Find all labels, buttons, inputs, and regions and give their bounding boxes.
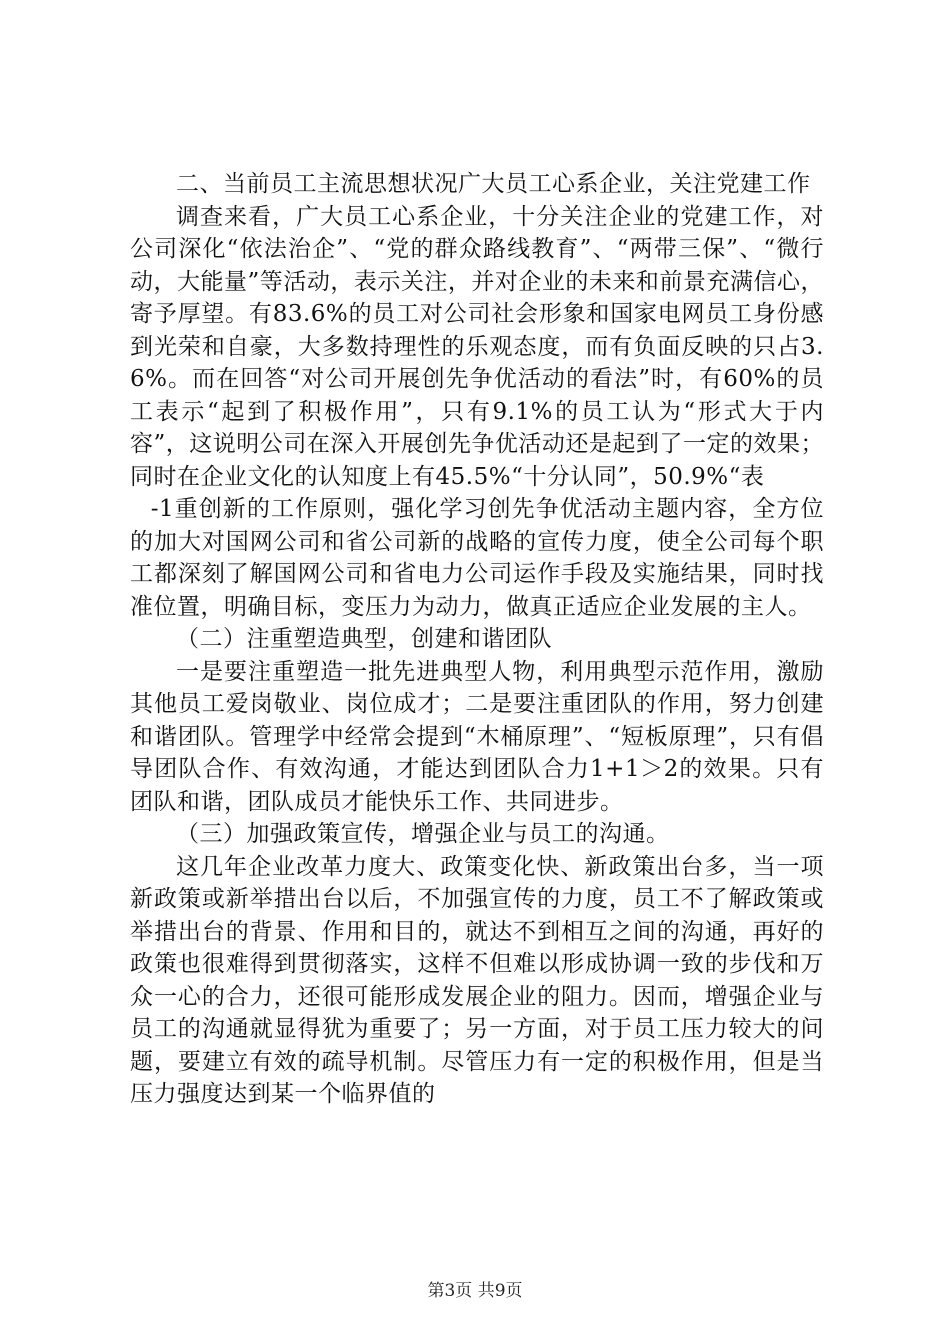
section-heading-2: 二、当前员工主流思想状况广大员工心系企业，关注党建工作 [176,171,811,197]
document-body [130,168,824,1111]
subheading-3: （三）加强政策宣传，增强企业与员工的沟通。 [176,821,670,847]
survey-paragraph: 调查来看，广大员工心系企业，十分关注企业的党建工作，对公司深化“依法治企”、“党的群众路线教育”、“两带三保”、“微行动，大能量”等活动，表示关注，并对企业的未来和前景充满信心，寄予厚望。有83.6%的员工对公司社会形象和国家电网员工身份感到光荣和自豪，大多数持理性的乐观态度，而有负面反映的只占3.6%。而在回答“对公司开展创先争优活动的看法”时，有60%的员工表示“起到了积极作用”，只有9.1%的员工认为“形式大于内容”，这说明公司在深入开展创先争优活动还是起到了一定的效果；同时在企业文化的认知度上有45.5%“十分认同”，50.9%“表 [130,203,824,490]
page-number: 第3页 共9页 [427,1281,523,1301]
team-paragraph: 一是要注重塑造一批先进典型人物，利用典型示范作用，激励其他员工爱岗敬业、岗位成才；二是要注重团队的作用，努力创建和谐团队。管理学中经常会提到“木桶原理”、“短板原理”，只有倡导团队合作、有效沟通，才能达到团队合力1+1＞2的效果。只有团队和谐，团队成员才能快乐工作、共同进步。 [130,658,824,815]
policy-paragraph: 这几年企业改革力度大、政策变化快、新政策出台多，当一项新政策或新举措出台以后，不加强宣传的力度，员工不了解政策或举措出台的背景、作用和目的，就达不到相互之间的沟通，再好的政策也很难得到贯彻落实，这样不但难以形成协调一致的步伐和万众一心的合力，还很可能形成发展企业的阻力。因而，增强企业与员工的沟通就显得犹为重要了；另一方面，对于员工压力较大的问题，要建立有效的疏导机制。尽管压力有一定的积极作用，但是当压力强度达到某一个临界值的 [130,853,824,1107]
innovation-paragraph: -1重创新的工作原则，强化学习创先争优活动主题内容，全方位的加大对国网公司和省公司新的战略的宣传力度，使全公司每个职工都深刻了解国网公司和省电力公司运作手段及实施结果，同时找准位置，明确目标，变压力为动力，做真正适应企业发展的主人。 [130,496,824,620]
subheading-2: （二）注重塑造典型，创建和谐团队 [176,626,552,652]
